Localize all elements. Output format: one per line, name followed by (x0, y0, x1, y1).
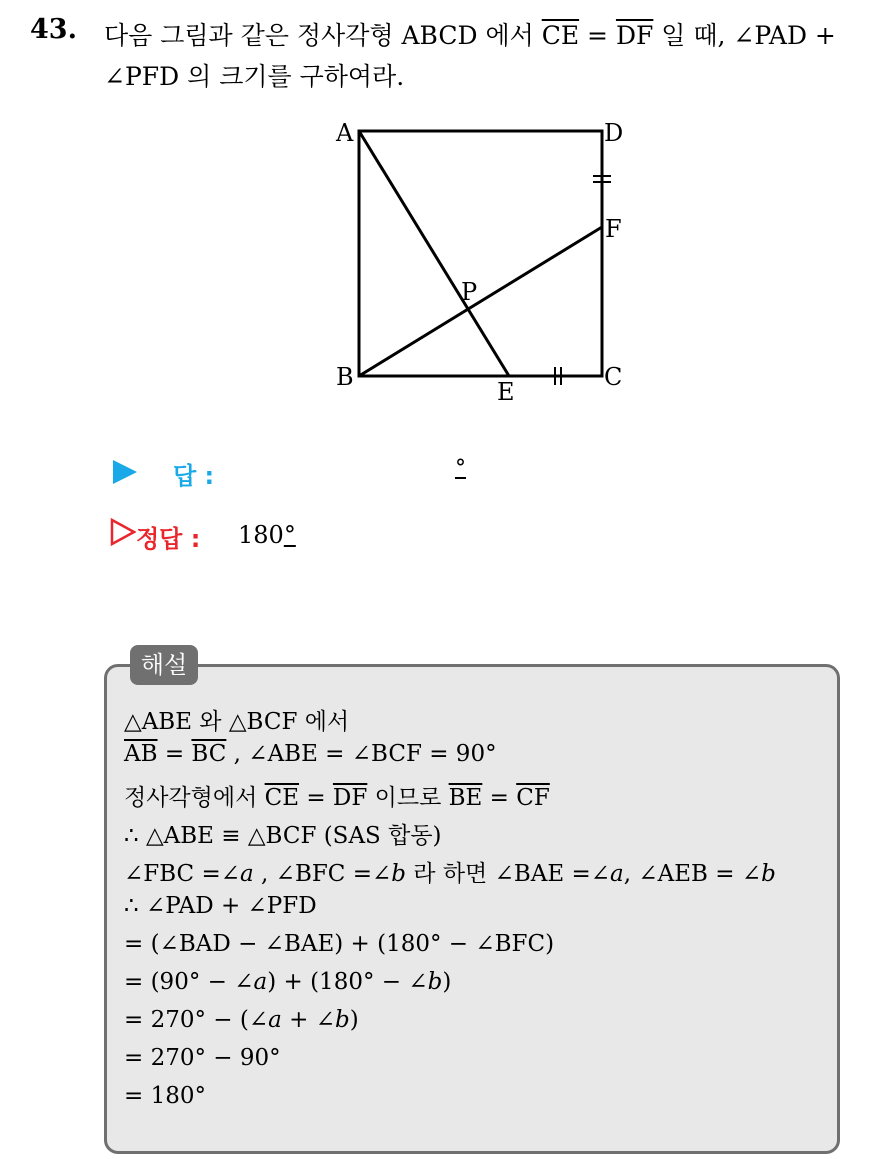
text-segment: = (482, 785, 517, 811)
correct-answer-value (238, 521, 296, 549)
text-segment: △ABE 와 △BCF 에서 (124, 709, 350, 735)
triangle-outline-icon (110, 518, 136, 546)
explanation-line (124, 741, 497, 767)
text-segment: $\overline{DF}$ (332, 785, 368, 811)
correct-answer-label: 정답 : (136, 525, 201, 553)
label-p: P (461, 278, 478, 306)
question-text-line-1 (104, 16, 836, 52)
explanation-line (124, 893, 317, 919)
text-segment: a (610, 861, 624, 887)
text-segment: = (157, 741, 192, 767)
text-segment: = (299, 785, 333, 811)
text-segment: $\overline{BC}$ (191, 741, 227, 767)
explanation-tag: 해설 (130, 645, 198, 685)
question-number: 43. (30, 14, 77, 45)
text-segment: b (761, 861, 776, 887)
text-segment: $\overline{AB}$ (124, 741, 158, 767)
text-segment: ) (349, 1007, 359, 1033)
text-segment: 라 하면 ∠BAE =∠ (406, 861, 611, 887)
text-segment: 이므로 (367, 785, 449, 811)
correct-answer-number: 180 (238, 521, 284, 549)
explanation-line (124, 1045, 281, 1071)
explanation-line (124, 969, 451, 995)
text-segment: ) (442, 969, 452, 995)
label-d: D (604, 119, 624, 147)
label-e: E (497, 378, 515, 406)
text-segment: ) + (180° − ∠ (267, 969, 428, 995)
text-segment: + ∠ (281, 1007, 336, 1033)
text-segment: b (391, 861, 406, 887)
play-icon (113, 460, 137, 484)
text-segment: a (253, 969, 268, 995)
text-segment: , ∠BFC =∠ (253, 861, 392, 887)
text-segment: 일 때, ∠PAD + (653, 21, 836, 50)
label-f: F (605, 215, 622, 243)
segment-bf (359, 227, 602, 376)
text-segment: b (427, 969, 443, 995)
text-segment: b (335, 1007, 350, 1033)
explanation-line (124, 1007, 359, 1033)
answer-label: 답 : (173, 462, 215, 490)
text-segment: ∴ ∠PAD + ∠PFD (124, 893, 317, 919)
text-segment: a (268, 1007, 282, 1033)
text-segment: ∠FBC =∠ (124, 861, 241, 887)
text-segment: ∠PFD 의 크기를 구하여라. (104, 62, 405, 91)
text-segment: 다음 그림과 같은 정사각형 ABCD 에서 (104, 21, 542, 50)
correct-answer-unit: ° (283, 521, 296, 549)
text-segment: , ∠ABE = ∠BCF = 90° (226, 741, 497, 767)
label-c: C (604, 363, 623, 391)
text-segment: = (579, 21, 616, 50)
text-segment: $\overline{DF}$ (615, 21, 654, 50)
square-abcd (359, 131, 602, 376)
label-b: B (336, 363, 354, 391)
text-segment: = (∠BAD − ∠BAE) + (180° − ∠BFC) (124, 931, 555, 957)
segment-ae (359, 131, 509, 376)
text-segment: ∴ △ABE ≡ △BCF (SAS 합동) (124, 823, 442, 849)
text-segment: = 270° − (∠ (124, 1007, 269, 1033)
explanation-line (124, 855, 776, 888)
text-segment: = 180° (124, 1083, 206, 1109)
explanation-line (124, 817, 442, 850)
text-segment: = 270° − 90° (124, 1045, 281, 1071)
square-figure (330, 112, 630, 412)
text-segment: 정사각형에서 (124, 785, 265, 811)
text-segment: $\overline{CE}$ (541, 21, 580, 50)
question-text-line-2 (104, 57, 404, 93)
explanation-line (124, 703, 349, 736)
answer-unit: ° (455, 456, 466, 481)
text-segment: $\overline{CE}$ (264, 785, 300, 811)
explanation-line (124, 931, 554, 957)
text-segment: $\overline{BE}$ (448, 785, 483, 811)
text-segment: a (240, 861, 254, 887)
text-segment: $\overline{CF}$ (516, 785, 550, 811)
text-segment: , ∠AEB = ∠ (623, 861, 762, 887)
explanation-line (124, 1083, 206, 1109)
label-a: A (336, 119, 354, 147)
text-segment: = (90° − ∠ (124, 969, 254, 995)
explanation-line (124, 779, 550, 812)
